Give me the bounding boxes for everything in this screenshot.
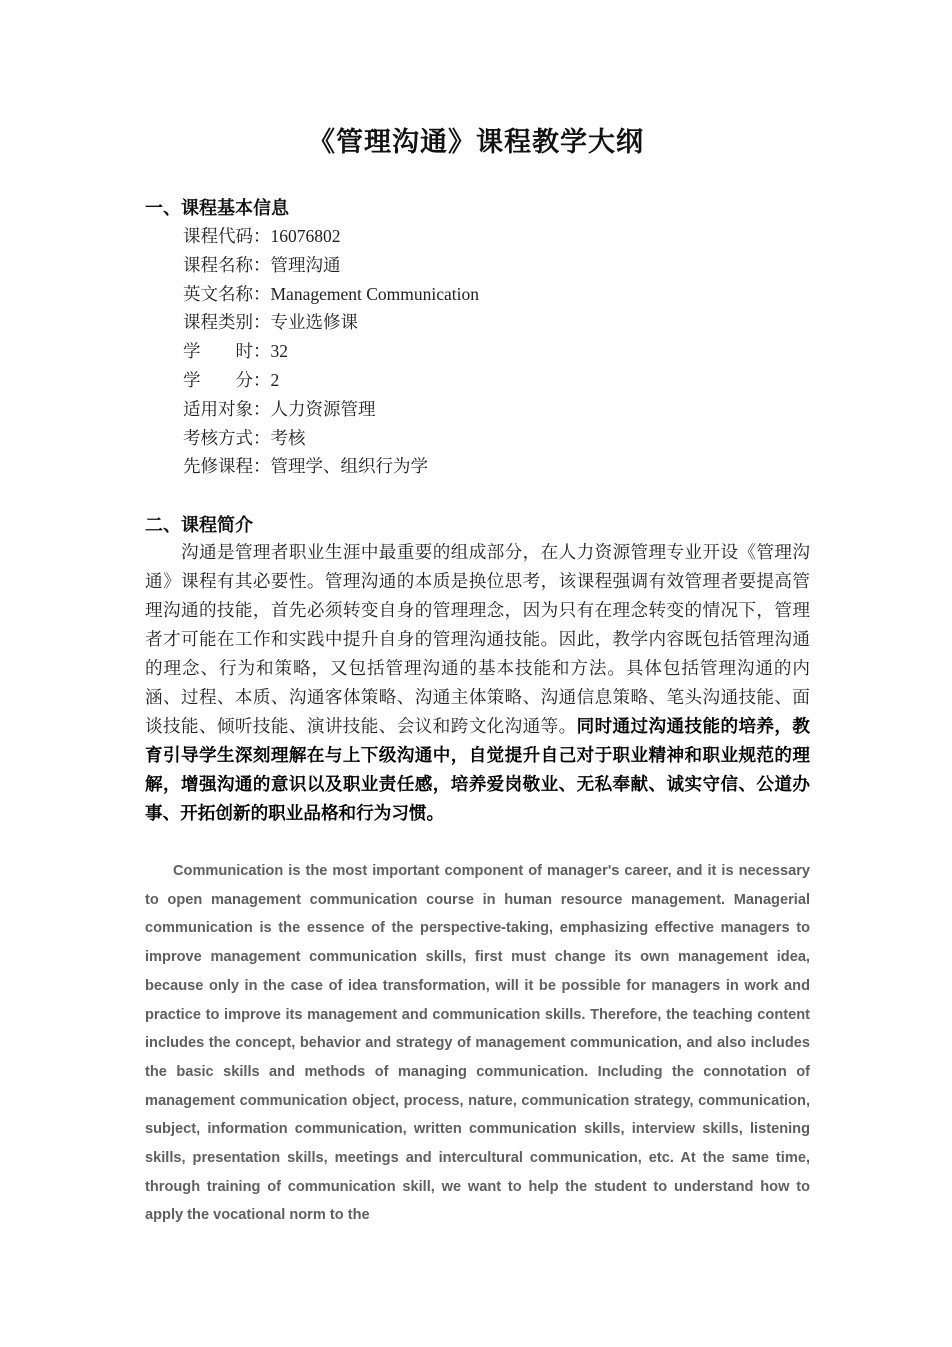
course-introduction-chinese <box>145 539 810 829</box>
info-row-credits <box>183 366 783 395</box>
intro-text: 沟通是管理者职业生涯中最重要的组成部分，在人力资源管理专业开设《管理沟通》课程有其必要性。管理沟通的本质是换位思考，该课程强调有效管理者要提高管理沟通的技能，首先必须转变自身的管理理念，因为只有在理念转变的情况下，管理者才可能在工作和实践中提升自身的管理沟通技能。因此，教学内容既包括管理沟通的理念、行为和策略，又包括管理沟通的基本技能和方法。具体包括管理沟通的内涵、过程、本质、沟通客体策略、沟通主体策略、沟通信息策略、笔头沟通技能、面谈技能、倾听技能、演讲技能、会议和跨文化沟通等。 <box>145 543 810 737</box>
info-label: 学 分： <box>183 370 271 391</box>
section-heading-basic-info: 一、课程基本信息 <box>145 198 289 219</box>
document-title: 《管理沟通》课程教学大纲 <box>308 127 644 158</box>
info-value: 考核 <box>270 427 306 448</box>
info-row-prerequisites <box>183 452 783 481</box>
info-row-audience <box>183 395 783 424</box>
intro-text-bold: 同时通过沟通技能的培养，教育引导学生深刻理解在与上下级沟通中，自觉提升自己对于职业精神和职业规范的理解，增强沟通的意识以及职业责任感，培养爱岗敬业、无私奉献、诚实守信、公道办事、开拓创新的职业品格和行为习惯。 <box>145 717 810 824</box>
info-label: 课程代码： <box>183 227 271 247</box>
info-row-english-name <box>183 280 783 309</box>
info-label: 英文名称： <box>183 284 271 305</box>
info-value: 2 <box>270 369 280 390</box>
info-row-course-code <box>183 222 783 251</box>
info-label: 学 时： <box>183 342 271 363</box>
info-label: 先修课程： <box>183 457 271 478</box>
info-value: 16076802 <box>270 226 341 246</box>
course-info-list <box>183 222 783 481</box>
info-value: 32 <box>270 341 288 362</box>
info-value: 管理沟通 <box>270 254 341 275</box>
info-label: 考核方式： <box>183 428 271 449</box>
info-label: 课程类别： <box>183 313 271 334</box>
info-value: 人力资源管理 <box>270 398 376 419</box>
info-row-hours <box>183 337 783 366</box>
info-label: 课程名称： <box>183 255 271 276</box>
section-heading-introduction: 二、课程简介 <box>145 515 253 536</box>
course-introduction-english: Communication is the most important component of manager's career, and it is necessary to open management communication course in human resource management. Managerial communication is the essence of the perspective-taking, emphasizing effective managers to improve management communication skills, first must change its own management idea, because only in the case of idea transformation, will it be possible for managers in work and practice to improve its management and communication skills. Therefore, the teaching content includes the concept, behavior and strategy of management communication, and also includes the basic skills and methods of managing communication. Including the connotation of management communication object, process, nature, communication strategy, communication, subject, information communication, written communication skills, interview skills, listening skills, presentation skills, meetings and intercultural communication, etc. At the same time, through training of communication skill, we want to help the student to understand how to apply the vocational norm to the <box>145 863 810 1224</box>
info-value: Management Communication <box>270 283 479 304</box>
info-value: 专业选修课 <box>270 312 358 333</box>
info-row-course-name <box>183 251 783 280</box>
info-row-assessment <box>183 424 783 453</box>
info-label: 适用对象： <box>183 399 271 420</box>
info-row-course-type <box>183 308 783 337</box>
info-value: 管理学、组织行为学 <box>270 456 428 477</box>
